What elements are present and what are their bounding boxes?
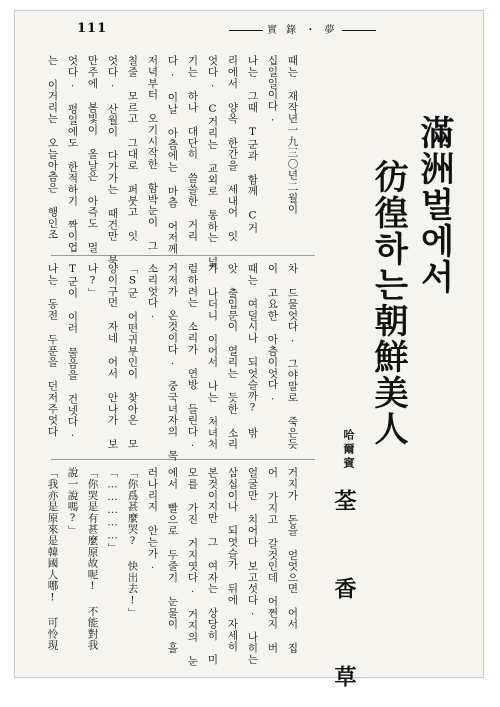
- title-line-1: 滿洲벌에서: [414, 115, 454, 295]
- text-column: 거지가 돈을 얻엇으면 어서 집: [286, 467, 299, 654]
- document-page: [14, 10, 484, 707]
- text-column: 기는 하나 대단히 쓸쓸한 거리: [186, 55, 199, 242]
- text-column: 양이구먼 자네 어서 안나가 보: [106, 263, 119, 450]
- text-column: 십일일이다.: [266, 55, 279, 125]
- text-column: 엇다. 평일에도 한적하기 짝이업: [66, 55, 79, 254]
- text-column: 「……………」: [106, 467, 119, 554]
- text-column: T군이 이러 물음을 건넷다.: [66, 263, 79, 440]
- tier-divider-lower: [51, 459, 315, 460]
- running-title: 實 錄 ・ 夢: [267, 25, 338, 36]
- text-column: 때는 재작년一九三〇년二월이: [286, 55, 299, 215]
- text-column: 「你爲甚麼哭? 快出去!」: [126, 467, 139, 619]
- text-column: 소리엇다.: [146, 263, 159, 321]
- text-column: 삼십이나 되엇슬가 뒤에 자세히: [226, 467, 239, 653]
- text-column: 나?」: [86, 263, 99, 299]
- text-column: 앗 출입문이 열리는 듯한 소리: [226, 263, 239, 450]
- page-number: 111: [77, 21, 108, 36]
- text-column: 다. 이날 아츰에는 마츰 어저께: [166, 55, 179, 255]
- text-column: 에서 빨으로 두줄기 눈물이 흘: [166, 467, 179, 654]
- text-column: 나는 그때 T군과 함께 C거: [246, 55, 259, 234]
- text-column: 모를 가진 거지엿다. 거지의 눈: [186, 467, 199, 667]
- text-column: 차 드물엇다. 그야말로 죽은듯: [286, 263, 299, 450]
- text-column: 어 가지고 갈것인데 어쩐지 버: [266, 467, 279, 654]
- text-column: 만주에 봄빛이 올날은 아즉도 멀: [86, 55, 99, 254]
- tier-divider-upper: [51, 255, 315, 256]
- author-affiliation: 哈爾賓: [342, 429, 355, 471]
- text-column: 가 나더니 이어서 나는 처녀처: [206, 263, 219, 450]
- text-column: 때는 여덜시나 되엇슬까? 밖: [246, 263, 259, 439]
- text-column: 리에서 양옥 한간을 세내어 잇: [226, 55, 239, 242]
- text-column: 엇다. C거리는 교외로 통하는 넓: [206, 55, 219, 268]
- text-column: 럼하려는 소리가 연방 들린다.: [186, 263, 199, 450]
- text-column: 얼굴만 치어다 보고섯다. 나히는: [246, 467, 259, 666]
- text-column: 는 이거리는 오늘아츰은 행인조: [46, 55, 59, 241]
- text-column: 나는 동전 두푼을 던저주엇다: [46, 263, 59, 437]
- running-head: [225, 21, 380, 36]
- text-column: 저녁부터 오기시작한 함박눈이 그: [146, 55, 159, 252]
- text-column: 본것이지만 그 여자는 상당히 미: [206, 467, 219, 666]
- text-column: 「我亦是原來是韓國人哪! 可怜現: [46, 467, 59, 651]
- text-column: 說一說嗎?」: [66, 467, 79, 537]
- text-column: 러나리지 안는가.: [146, 467, 159, 572]
- title-line-2: 彷徨하는朝鮮美人: [368, 159, 408, 447]
- text-column: 엇다. 산월이 다가가는 때건만 북: [106, 55, 119, 266]
- text-column: 거저가 온것이다. 중국녀자의 목: [166, 263, 179, 462]
- text-column: 이 고요한 아츰이엇다.: [266, 263, 279, 404]
- author-name: 荃 香 草: [331, 489, 357, 707]
- text-column: 칠줄 모르고 그대로 퍼붓고 잇: [126, 55, 139, 242]
- text-column: 「你哭是有甚麼原故呢! 不能對我: [86, 467, 99, 651]
- header-rule-left: [229, 30, 263, 31]
- text-column: 「S군 어떤귀부인이 찾아온 모: [126, 263, 139, 450]
- header-rule-right: [342, 30, 376, 31]
